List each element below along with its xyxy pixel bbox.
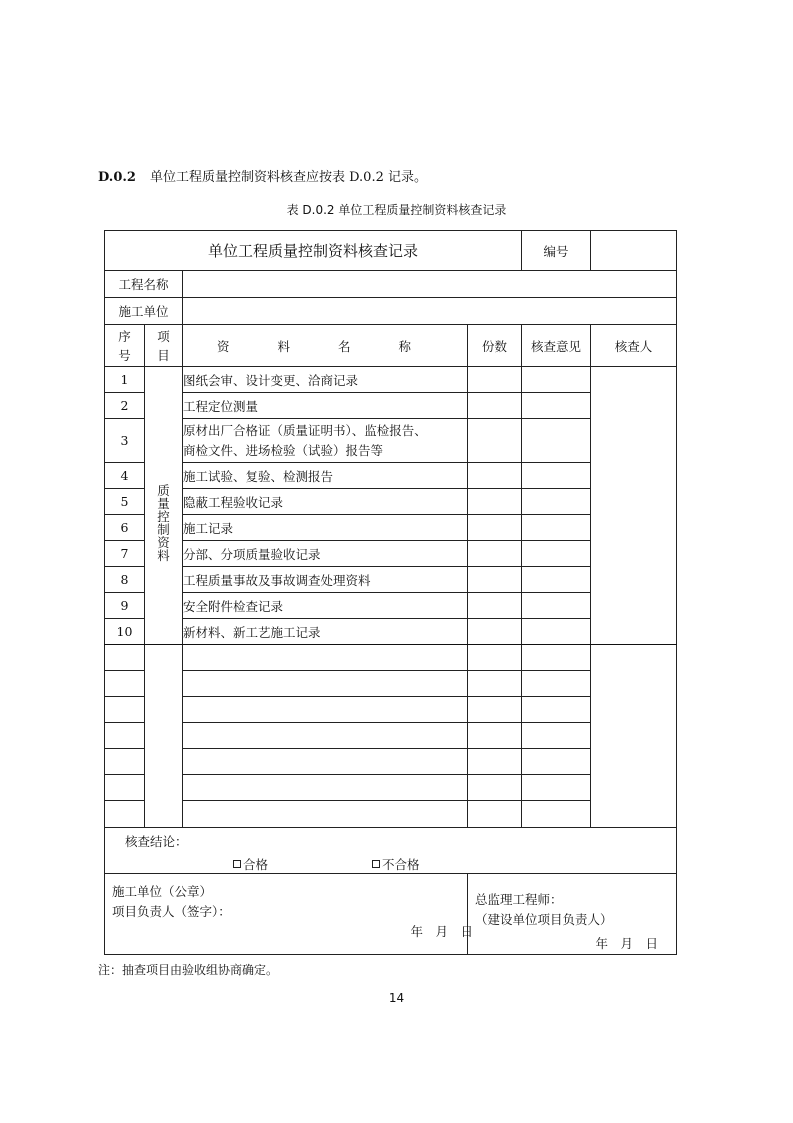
clause-number: D.0.2 (98, 170, 136, 185)
row-no: 9 (105, 593, 145, 619)
copies-field[interactable] (468, 593, 522, 619)
copies-field[interactable] (468, 515, 522, 541)
blank-name-field[interactable] (183, 671, 468, 697)
row-no: 6 (105, 515, 145, 541)
opinion-field[interactable] (522, 393, 591, 419)
row-name: 施工记录 (183, 515, 468, 541)
category-char: 质 (157, 483, 170, 498)
row-no: 3 (105, 419, 145, 463)
category-char: 资 (157, 535, 170, 550)
copies-field[interactable] (468, 463, 522, 489)
pass-label: 合格 (243, 857, 269, 872)
construction-seal-label: 施工单位（公章） (112, 884, 213, 899)
row-no: 8 (105, 567, 145, 593)
project-manager-label: 项目负责人（签字）： (112, 904, 231, 919)
category-char: 料 (157, 548, 170, 563)
number-field[interactable] (591, 231, 677, 271)
table-note: 注：抽查项目由验收组协商确定。 (98, 963, 279, 977)
category-char: 制 (157, 522, 170, 537)
blank-name-field[interactable] (183, 723, 468, 749)
opinion-field[interactable] (522, 541, 591, 567)
category-cell (145, 367, 183, 645)
pass-option[interactable] (233, 857, 268, 872)
opinion-field[interactable] (522, 567, 591, 593)
blank-name-field[interactable] (183, 645, 468, 671)
intro-text: 单位工程质量控制资料核查应按表 D.0.2 记录。 (149, 170, 427, 185)
row-no: 1 (105, 367, 145, 393)
opinion-field[interactable] (522, 593, 591, 619)
row-name: 工程质量事故及事故调查处理资料 (183, 567, 468, 593)
chief-supervisor-label: 总监理工程师： (475, 892, 563, 907)
blank-no-field[interactable] (105, 775, 145, 801)
item-header-2: 目 (157, 347, 170, 363)
blank-copies-field[interactable] (468, 671, 522, 697)
blank-no-field[interactable] (105, 723, 145, 749)
blank-name-field[interactable] (183, 749, 468, 775)
category-label (157, 484, 171, 562)
blank-copies-field[interactable] (468, 775, 522, 801)
row-name: 图纸会审、设计变更、洽商记录 (183, 367, 468, 393)
blank-copies-field[interactable] (468, 723, 522, 749)
copies-field[interactable] (468, 567, 522, 593)
page-number: 14 (388, 991, 405, 1005)
row-name: 隐蔽工程验收记录 (183, 489, 468, 515)
blank-category-cell[interactable] (145, 645, 183, 828)
row-no: 10 (105, 619, 145, 645)
category-char: 量 (157, 496, 170, 511)
blank-opinion-field[interactable] (522, 671, 591, 697)
blank-no-field[interactable] (105, 697, 145, 723)
blank-opinion-field[interactable] (522, 723, 591, 749)
opinion-field[interactable] (522, 419, 591, 463)
fail-option[interactable] (372, 857, 420, 872)
row-name: 安全附件检查记录 (183, 593, 468, 619)
blank-copies-field[interactable] (468, 645, 522, 671)
row-name: 新材料、新工艺施工记录 (183, 619, 468, 645)
seq-header (105, 325, 145, 367)
project-name-field[interactable] (183, 271, 677, 298)
project-name-label: 工程名称 (105, 271, 183, 298)
copies-field[interactable] (468, 367, 522, 393)
blank-no-field[interactable] (105, 749, 145, 775)
copies-field[interactable] (468, 541, 522, 567)
opinion-field[interactable] (522, 515, 591, 541)
conclusion-label: 核查结论： (125, 834, 188, 849)
supervisor-sign-cell (468, 874, 677, 955)
blank-no-field[interactable] (105, 645, 145, 671)
category-char: 控 (157, 509, 170, 524)
blank-copies-field[interactable] (468, 801, 522, 828)
blank-opinion-field[interactable] (522, 645, 591, 671)
construction-sign-date: 年 月 日 (410, 924, 473, 939)
copies-header: 份数 (468, 325, 522, 367)
checker-header: 核查人 (591, 325, 677, 367)
blank-checker-field[interactable] (591, 645, 677, 828)
intro-paragraph (98, 166, 427, 185)
construction-unit-field[interactable] (183, 298, 677, 325)
blank-name-field[interactable] (183, 775, 468, 801)
opinion-header: 核查意见 (522, 325, 591, 367)
row-name: 工程定位测量 (183, 393, 468, 419)
row-no: 7 (105, 541, 145, 567)
blank-name-field[interactable] (183, 801, 468, 828)
opinion-field[interactable] (522, 619, 591, 645)
name-header: 资 料 名 称 (183, 325, 468, 367)
row-no: 5 (105, 489, 145, 515)
row-name: 分部、分项质量验收记录 (183, 541, 468, 567)
seq-header-2: 号 (118, 347, 131, 363)
fail-label: 不合格 (382, 857, 420, 872)
conclusion-cell (105, 828, 677, 874)
checkbox-icon[interactable] (372, 860, 380, 868)
blank-copies-field[interactable] (468, 697, 522, 723)
row-no: 4 (105, 463, 145, 489)
opinion-field[interactable] (522, 463, 591, 489)
copies-field[interactable] (468, 393, 522, 419)
blank-name-field[interactable] (183, 697, 468, 723)
row-name-line-1: 原材出厂合格证（质量证明书）、监检报告、 (183, 422, 427, 438)
form-title: 单位工程质量控制资料核查记录 (105, 231, 522, 271)
construction-sign-cell (105, 874, 473, 955)
number-label: 编号 (522, 231, 591, 271)
check-record-table (104, 230, 677, 955)
supervisor-sign-date: 年 月 日 (595, 936, 659, 951)
item-header (145, 325, 183, 367)
seq-header-1: 序 (118, 328, 131, 344)
table-caption: 表 D.0.2 单位工程质量控制资料核查记录 (286, 203, 507, 217)
blank-no-field[interactable] (105, 801, 145, 828)
row-name (183, 419, 468, 463)
blank-no-field[interactable] (105, 671, 145, 697)
blank-opinion-field[interactable] (522, 749, 591, 775)
checkbox-icon[interactable] (233, 860, 241, 868)
blank-copies-field[interactable] (468, 749, 522, 775)
opinion-field[interactable] (522, 367, 591, 393)
item-header-1: 项 (157, 328, 170, 344)
owner-manager-label: （建设单位项目负责人） (475, 912, 613, 927)
blank-opinion-field[interactable] (522, 801, 591, 828)
row-name: 施工试验、复验、检测报告 (183, 463, 468, 489)
checker-field[interactable] (591, 367, 677, 645)
copies-field[interactable] (468, 619, 522, 645)
row-no: 2 (105, 393, 145, 419)
blank-opinion-field[interactable] (522, 775, 591, 801)
opinion-field[interactable] (522, 489, 591, 515)
blank-opinion-field[interactable] (522, 697, 591, 723)
row-name-line-2: 商检文件、进场检验（试验）报告等 (183, 442, 384, 458)
copies-field[interactable] (468, 419, 522, 463)
copies-field[interactable] (468, 489, 522, 515)
construction-unit-label: 施工单位 (105, 298, 183, 325)
